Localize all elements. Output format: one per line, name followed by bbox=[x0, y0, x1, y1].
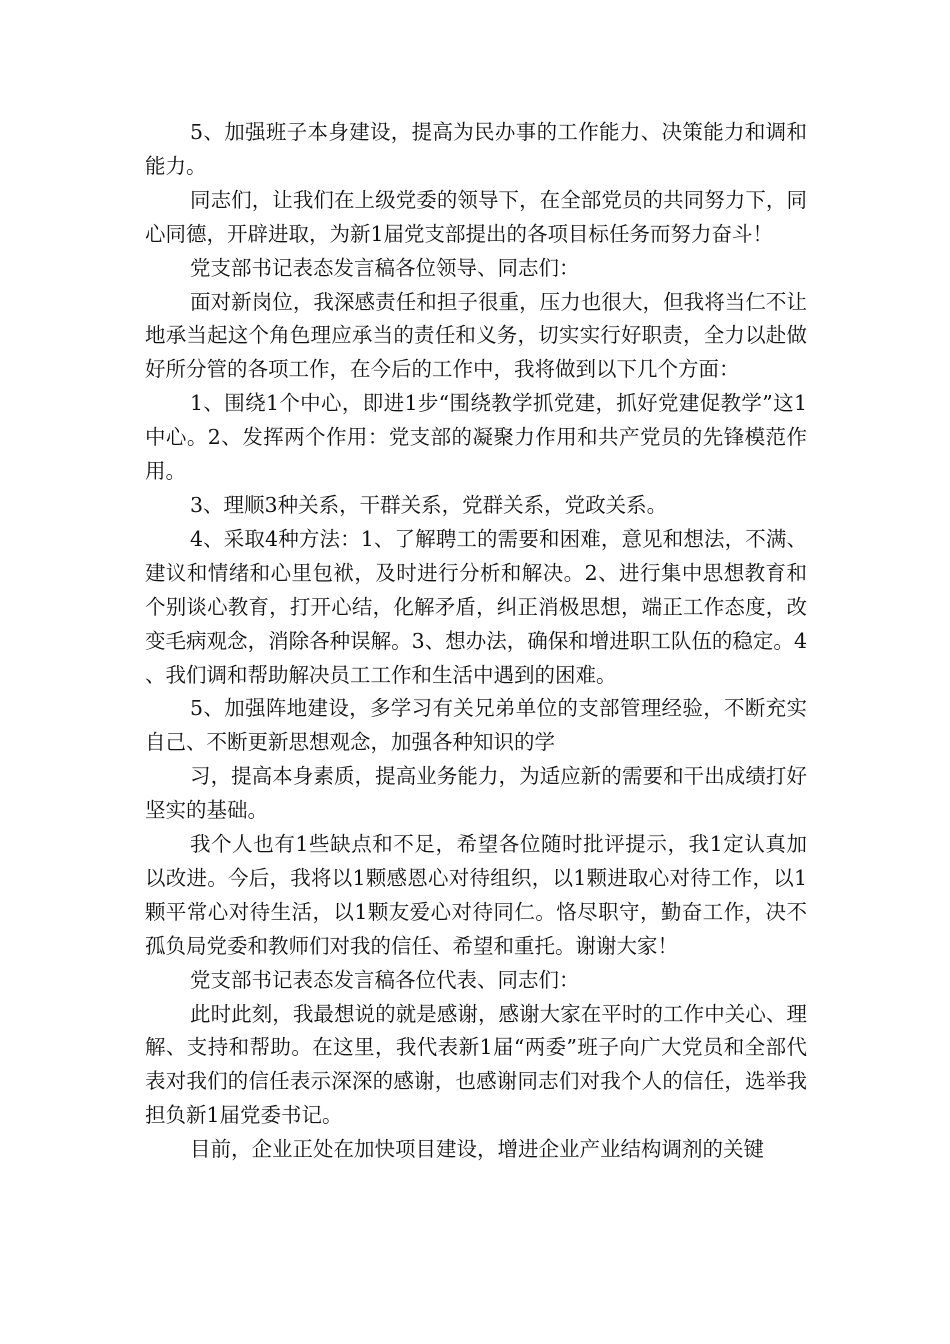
paragraph: 习，提高本身素质，提高业务能力，为适应新的需要和干出成绩打好坚实的基础。 bbox=[145, 764, 807, 823]
paragraph: 我个人也有1些缺点和不足，希望各位随时批评提示，我1定认真加以改进。今后，我将以1颗感恩心对待组织，以1颗进取心对待工作，以1颗平常心对待生活，以1颗友爱心对待同仁。恪尽职守，勤奋工作，决不孤负局党委和教师们对我的信任、希望和重托。谢谢大家！ bbox=[145, 832, 807, 958]
paragraph: 目前，企业正处在加快项目建设，增进企业产业结构调剂的关键 bbox=[190, 1137, 764, 1162]
paragraph: 同志们，让我们在上级党委的领导下，在全部党员的共同努力下，同心同德，开辟进取，为新1届党支部提出的各项目标任务而努力奋斗！ bbox=[145, 187, 807, 246]
paragraph: 此时此刻，我最想说的就是感谢，感谢大家在平时的工作中关心、理解、支持和帮助。在这里，我代表新1届“两委”班子向广大党员和全部代表对我们的信任表示深深的感谢，也感谢同志们对我个人的信任，选举我担负新1届党委书记。 bbox=[145, 1001, 807, 1128]
paragraph: 党支部书记表态发言稿各位领导、同志们： bbox=[190, 255, 580, 280]
paragraph: 党支部书记表态发言稿各位代表、同志们： bbox=[190, 967, 580, 992]
paragraph: 1、围绕1个中心，即进1步“围绕教学抓党建，抓好党建促教学”这1中心。2、发挥两个作用：党支部的凝聚力作用和共产党员的先锋模范作用。 bbox=[145, 391, 807, 484]
document-page bbox=[145, 116, 807, 1167]
paragraph: 5、加强班子本身建设，提高为民办事的工作能力、决策能力和调和能力。 bbox=[145, 120, 807, 178]
paragraph: 3、理顺3种关系，干群关系，党群关系，党政关系。 bbox=[190, 492, 668, 517]
paragraph: 面对新岗位，我深感责任和担子很重，压力也很大，但我将当仁不让地承当起这个角色理应承当的责任和义务，切实实行好职责，全力以赴做好所分管的各项工作，在今后的工作中，我将做到以下几个方面： bbox=[145, 289, 807, 382]
paragraph: 5、加强阵地建设，多学习有关兄弟单位的支部管理经验，不断充实自己、不断更新思想观念，加强各种知识的学 bbox=[145, 696, 807, 755]
paragraph: 4、采取4种方法：1、了解聘工的需要和困难，意见和想法，不满、建议和情绪和心里包袱，及时进行分析和解决。2、进行集中思想教育和个别谈心教育，打开心结，化解矛盾，纠正消极思想，端正工作态度，改变毛病观念，消除各种误解。3、想办法，确保和增进职工队伍的稳定。4、我们调和帮助解决员工工作和生活中遇到的困难。 bbox=[145, 526, 807, 687]
